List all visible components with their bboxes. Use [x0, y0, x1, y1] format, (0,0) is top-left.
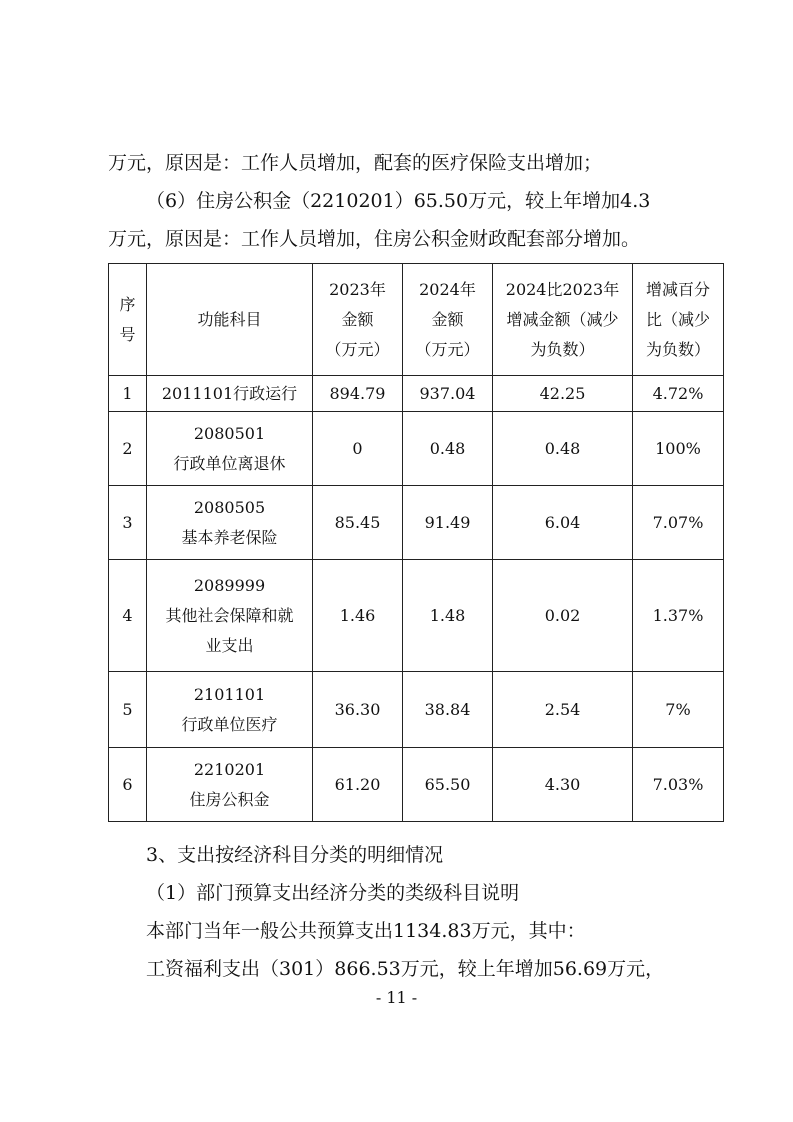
cell-subject: 2210201 住房公积金 [147, 748, 313, 822]
header-diff: 2024比2023年 增减金额（减少 为负数） [493, 264, 633, 376]
cell-2024: 937.04 [403, 376, 493, 412]
paragraph-line-1: 万元，原因是：工作人员增加，配套的医疗保险支出增加； [108, 152, 603, 174]
cell-subject: 2080501 行政单位离退休 [147, 412, 313, 486]
header-pct: 增减百分 比（减少 为负数） [633, 264, 724, 376]
cell-seq: 3 [109, 486, 147, 560]
cell-subject: 2101101 行政单位医疗 [147, 672, 313, 748]
cell-2023: 61.20 [313, 748, 403, 822]
cell-pct: 7.07% [633, 486, 724, 560]
cell-seq: 1 [109, 376, 147, 412]
cell-pct: 100% [633, 412, 724, 486]
budget-table [108, 263, 724, 822]
cell-diff: 0.48 [493, 412, 633, 486]
paragraph-line-5: 工资福利支出（301）866.53万元，较上年增加56.69万元， [146, 958, 665, 980]
cell-seq: 5 [109, 672, 147, 748]
table-header-row [109, 264, 724, 376]
paragraph-line-3: 万元，原因是：工作人员增加，住房公积金财政配套部分增加。 [108, 228, 641, 250]
cell-2024: 1.48 [403, 560, 493, 672]
table-row [109, 412, 724, 486]
cell-diff: 0.02 [493, 560, 633, 672]
cell-seq: 2 [109, 412, 147, 486]
cell-pct: 7% [633, 672, 724, 748]
header-2024: 2024年 金额 （万元） [403, 264, 493, 376]
cell-pct: 4.72% [633, 376, 724, 412]
cell-diff: 6.04 [493, 486, 633, 560]
cell-2023: 1.46 [313, 560, 403, 672]
cell-seq: 4 [109, 560, 147, 672]
cell-pct: 7.03% [633, 748, 724, 822]
table-row [109, 672, 724, 748]
cell-2024: 38.84 [403, 672, 493, 748]
cell-pct: 1.37% [633, 560, 724, 672]
cell-subject: 2080505 基本养老保险 [147, 486, 313, 560]
cell-seq: 6 [109, 748, 147, 822]
paragraph-line-2: （6）住房公积金（2210201）65.50万元，较上年增加4.3 [146, 190, 651, 212]
paragraph-line-4: 本部门当年一般公共预算支出1134.83万元，其中： [146, 920, 586, 942]
section-heading: 3、支出按经济科目分类的明细情况 [146, 844, 444, 866]
cell-diff: 4.30 [493, 748, 633, 822]
table-row [109, 560, 724, 672]
header-seq: 序 号 [109, 264, 147, 376]
cell-2023: 85.45 [313, 486, 403, 560]
header-2023: 2023年 金额 （万元） [313, 264, 403, 376]
header-subject: 功能科目 [147, 264, 313, 376]
page-number: - 11 - [375, 988, 418, 1007]
cell-2024: 0.48 [403, 412, 493, 486]
table-row [109, 486, 724, 560]
cell-2023: 894.79 [313, 376, 403, 412]
table-row [109, 748, 724, 822]
cell-2024: 91.49 [403, 486, 493, 560]
subsection-heading: （1）部门预算支出经济分类的类级科目说明 [146, 882, 520, 904]
cell-subject: 2089999 其他社会保障和就 业支出 [147, 560, 313, 672]
cell-2023: 0 [313, 412, 403, 486]
cell-2023: 36.30 [313, 672, 403, 748]
cell-diff: 2.54 [493, 672, 633, 748]
cell-2024: 65.50 [403, 748, 493, 822]
table-row [109, 376, 724, 412]
cell-diff: 42.25 [493, 376, 633, 412]
cell-subject: 2011101行政运行 [147, 376, 313, 412]
